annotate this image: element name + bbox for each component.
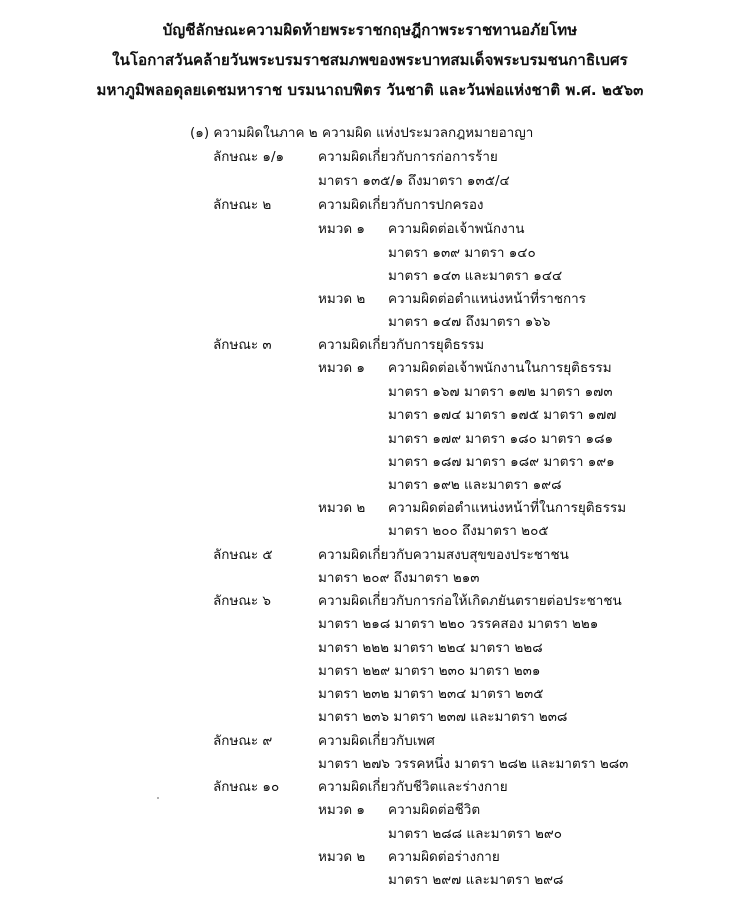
part-title: ความผิดต่อชีวิต	[388, 802, 481, 818]
section-heading: (๑) ความผิดในภาค ๒ ความผิด แห่งประมวลกฎหมายอาญา	[190, 125, 534, 141]
title-line-2: ในโอกาสวันคล้ายวันพระบรมราชสมภพของพระบาทสมเด็จพระบรมชนกาธิเบศร	[112, 51, 628, 69]
part-label: หมวด ๒	[318, 291, 366, 307]
chapter-label: ลักษณะ ๑/๑	[213, 149, 285, 165]
section-list: มาตรา ๒๐๙ ถึงมาตรา ๒๑๓	[318, 570, 480, 586]
section-list: มาตรา ๑๓๙ มาตรา ๑๔๐	[388, 245, 536, 261]
chapter-title: ความผิดเกี่ยวกับการปกครอง	[318, 197, 484, 213]
section-list: มาตรา ๒๐๐ ถึงมาตรา ๒๐๕	[388, 523, 549, 539]
part-title: ความผิดต่อเจ้าพนักงานในการยุติธรรม	[388, 360, 612, 376]
section-list: มาตรา ๑๗๙ มาตรา ๑๘๐ มาตรา ๑๘๑	[388, 431, 614, 447]
chapter-label: ลักษณะ ๕	[213, 547, 273, 563]
chapter-title: ความผิดเกี่ยวกับชีวิตและร่างกาย	[318, 779, 508, 795]
part-label: หมวด ๒	[318, 849, 366, 865]
chapter-label: ลักษณะ ๑๐	[213, 779, 280, 795]
chapter-label: ลักษณะ ๒	[213, 197, 272, 213]
part-label: หมวด ๑	[318, 221, 366, 237]
chapter-title: ความผิดเกี่ยวกับการก่อให้เกิดภยันตรายต่อประชาชน	[318, 593, 622, 609]
section-list: มาตรา ๑๘๗ มาตรา ๑๘๙ มาตรา ๑๙๑	[388, 454, 615, 470]
section-list: มาตรา ๑๙๒ และมาตรา ๑๙๘	[388, 477, 562, 493]
part-title: ความผิดต่อร่างกาย	[388, 849, 500, 865]
part-label: หมวด ๑	[318, 802, 366, 818]
part-title: ความผิดต่อตำแหน่งหน้าที่ในการยุติธรรม	[388, 500, 627, 516]
section-list: มาตรา ๒๓๒ มาตรา ๒๓๔ มาตรา ๒๓๕	[318, 686, 544, 702]
section-list: มาตรา ๒๙๗ และมาตรา ๒๙๘	[388, 872, 564, 888]
title-line-1: บัญชีลักษณะความผิดท้ายพระราชกฤษฎีกาพระราชทานอภัยโทษ	[162, 21, 578, 39]
chapter-label: ลักษณะ ๙	[213, 733, 273, 749]
section-list: มาตรา ๒๒๒ มาตรา ๒๒๔ มาตรา ๒๒๘	[318, 640, 543, 656]
section-list: มาตรา ๑๖๗ มาตรา ๑๗๒ มาตรา ๑๗๓	[388, 384, 613, 400]
chapter-title: ความผิดเกี่ยวกับการก่อการร้าย	[318, 149, 498, 165]
part-title: ความผิดต่อตำแหน่งหน้าที่ราชการ	[388, 291, 587, 307]
chapter-label: ลักษณะ ๓	[213, 337, 272, 353]
section-list: มาตรา ๒๗๖ วรรคหนึ่ง มาตรา ๒๘๒ และมาตรา ๒๘๓	[318, 756, 629, 772]
section-list: มาตรา ๑๗๔ มาตรา ๑๗๕ มาตรา ๑๗๗	[388, 407, 617, 423]
scan-speck	[157, 797, 159, 799]
chapter-title: ความผิดเกี่ยวกับความสงบสุขของประชาชน	[318, 547, 569, 563]
chapter-title: ความผิดเกี่ยวกับเพศ	[318, 733, 435, 749]
section-list: มาตรา ๒๘๘ และมาตรา ๒๙๐	[388, 826, 563, 842]
section-list: มาตรา ๑๔๓ และมาตรา ๑๔๔	[388, 268, 563, 284]
section-list: มาตรา ๒๒๙ มาตรา ๒๓๐ มาตรา ๒๓๑	[318, 663, 541, 679]
section-list: มาตรา ๒๓๖ มาตรา ๒๓๗ และมาตรา ๒๓๘	[318, 709, 568, 725]
part-title: ความผิดต่อเจ้าพนักงาน	[388, 221, 525, 237]
title-line-3: มหาภูมิพลอดุลยเดชมหาราช บรมนาถบพิตร วันชาติ และวันพ่อแห่งชาติ พ.ศ. ๒๕๖๓	[96, 81, 644, 99]
section-list: มาตรา ๒๑๘ มาตรา ๒๒๐ วรรคสอง มาตรา ๒๒๑	[318, 616, 599, 632]
part-label: หมวด ๑	[318, 360, 366, 376]
chapter-label: ลักษณะ ๖	[213, 593, 271, 609]
part-label: หมวด ๒	[318, 500, 366, 516]
section-list: มาตรา ๑๔๗ ถึงมาตรา ๑๖๖	[388, 314, 551, 330]
chapter-title: ความผิดเกี่ยวกับการยุติธรรม	[318, 337, 485, 353]
section-list: มาตรา ๑๓๕/๑ ถึงมาตรา ๑๓๕/๔	[318, 173, 510, 189]
